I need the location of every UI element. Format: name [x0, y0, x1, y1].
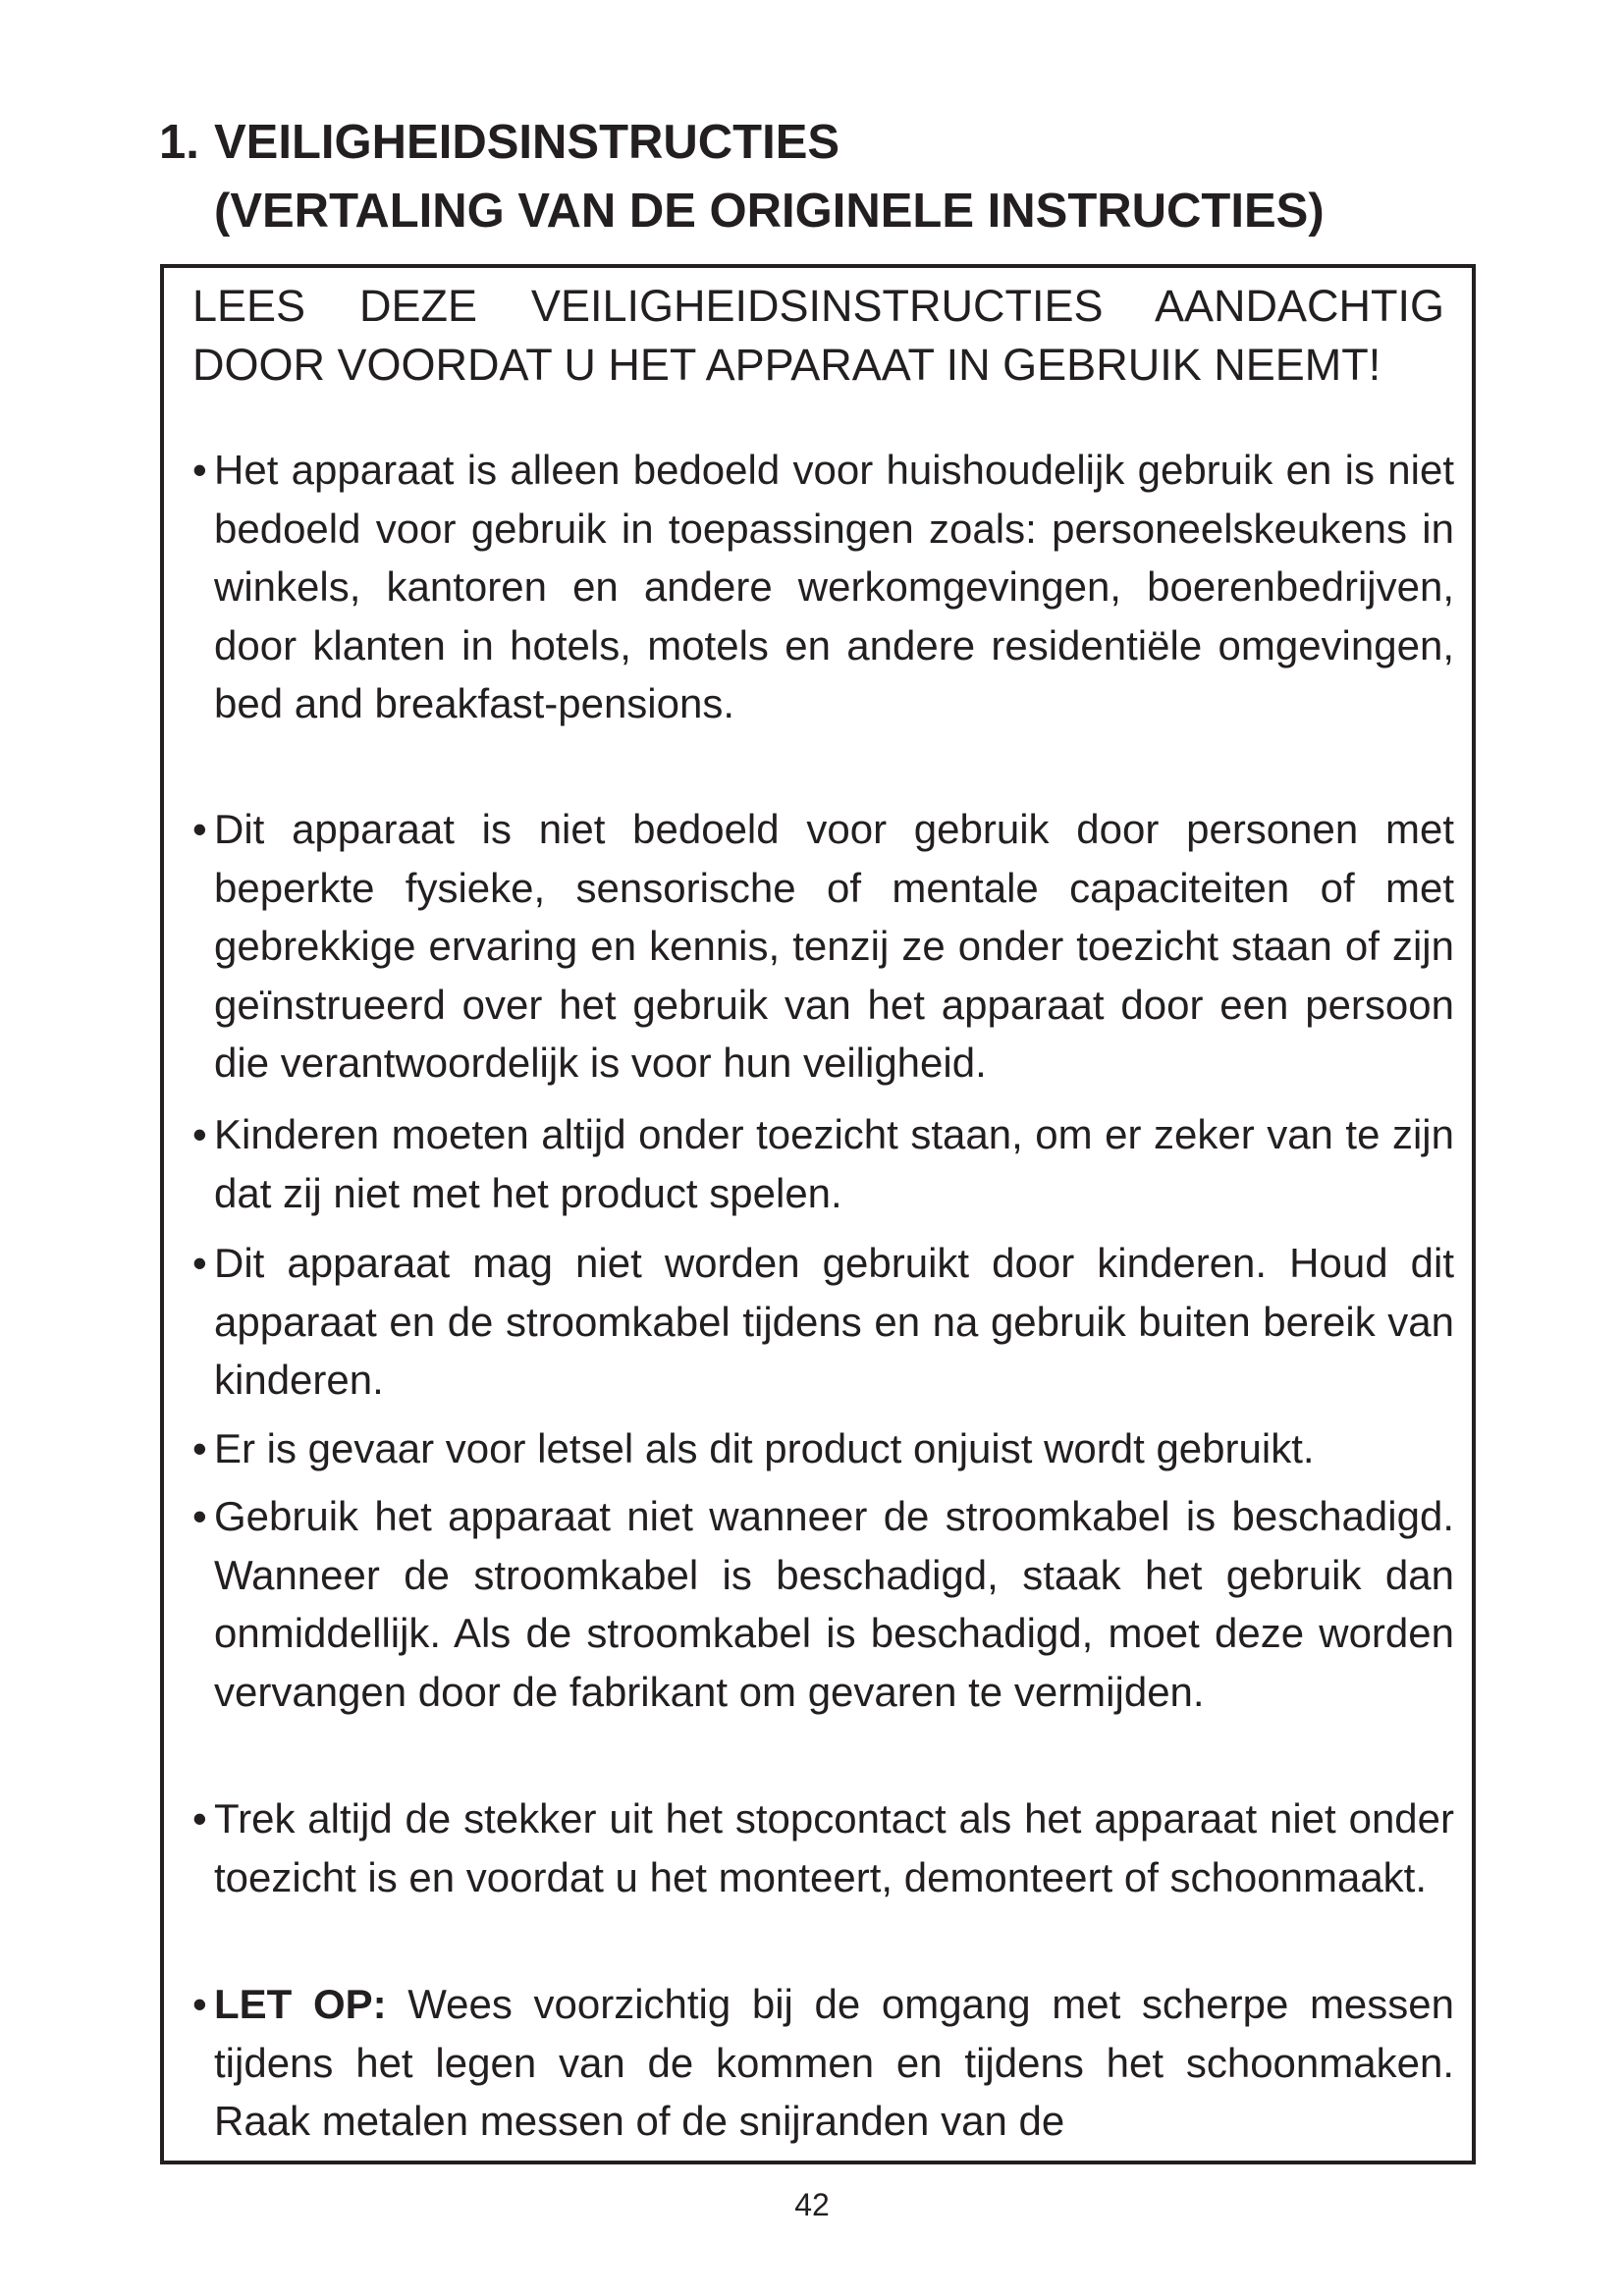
section-title: VEILIGHEIDSINSTRUCTIES: [214, 116, 840, 169]
instruction-text: Gebruik het apparaat niet wanneer de stroomkabel is beschadigd. Wanneer de stroomkabel is beschadigd, staak het gebruik dan onmiddellijk. Als de stroomkabel is beschadigd, moet deze worden vervangen door de fabrikant om gevaren te vermijden.: [214, 1493, 1454, 1715]
instruction-item: [192, 441, 1454, 733]
instruction-item: [192, 1105, 1454, 1222]
bullet-icon: •: [192, 1111, 207, 1157]
instruction-text: [192, 1975, 1454, 2151]
section-heading: [159, 108, 1534, 245]
box-title: [192, 277, 1444, 395]
instruction-item: [192, 1234, 1454, 1410]
section-number: 1.: [159, 116, 199, 169]
instruction-text: Trek altijd de stekker uit het stopcontact als het apparaat niet onder toezicht is en voordat u het monteert, demonteert of schoonmaakt.: [214, 1795, 1454, 1900]
bullet-icon: •: [192, 1425, 207, 1471]
instruction-item: [192, 1975, 1454, 2151]
instruction-item: [192, 1419, 1454, 1478]
box-title-line-2: DOOR VOORDAT U HET APPARAAT IN GEBRUIK NEEMT!: [192, 340, 1381, 390]
box-title-line-1: LEES DEZE VEILIGHEIDSINSTRUCTIES AANDACHTIG: [192, 281, 1444, 331]
page-number: 42: [794, 2187, 830, 2222]
instruction-item: [192, 1789, 1454, 1906]
section-subtitle: (VERTALING VAN DE ORIGINELE INSTRUCTIES): [214, 185, 1325, 238]
instruction-item: [192, 1487, 1454, 1721]
warning-label: LET OP:: [214, 1981, 387, 2027]
instruction-text: Dit apparaat is niet bedoeld voor gebruik door personen met beperkte fysieke, sensorische of mentale capaciteiten of met gebrekkige ervaring en kennis, tenzij ze onder toezicht staan of zijn geïnstrueerd over het gebruik van het apparaat door een persoon die verantwoordelijk is voor hun veiligheid.: [214, 806, 1454, 1086]
instruction-text: Het apparaat is alleen bedoeld voor huishoudelijk gebruik en is niet bedoeld voor gebruik in toepassingen zoals: personeelskeukens in winkels, kantoren en andere werkomgevingen, boerenbedrijven, door klanten in hotels, motels en andere residentiële omgevingen, bed and breakfast-pensions.: [214, 447, 1454, 726]
warning-text: Wees voorzichtig bij de omgang met scherpe messen tijdens het legen van de kommen en tijdens het schoonmaken. Raak metalen messen of de snijranden van de: [214, 1981, 1455, 2144]
instruction-text: Kinderen moeten altijd onder toezicht staan, om er zeker van te zijn dat zij niet met het product spelen.: [214, 1111, 1454, 1216]
bullet-icon: •: [192, 447, 207, 493]
instruction-text: Dit apparaat mag niet worden gebruikt door kinderen. Houd dit apparaat en de stroomkabel tijdens en na gebruik buiten bereik van kinderen.: [214, 1240, 1454, 1403]
bullet-icon: •: [192, 1795, 207, 1842]
bullet-icon: •: [192, 806, 207, 852]
instruction-text: Er is gevaar voor letsel als dit product onjuist wordt gebruikt.: [214, 1425, 1315, 1471]
bullet-icon: •: [192, 1240, 207, 1286]
bullet-icon: •: [192, 1981, 207, 2027]
instruction-item: [192, 800, 1454, 1093]
bullet-icon: •: [192, 1493, 207, 1539]
